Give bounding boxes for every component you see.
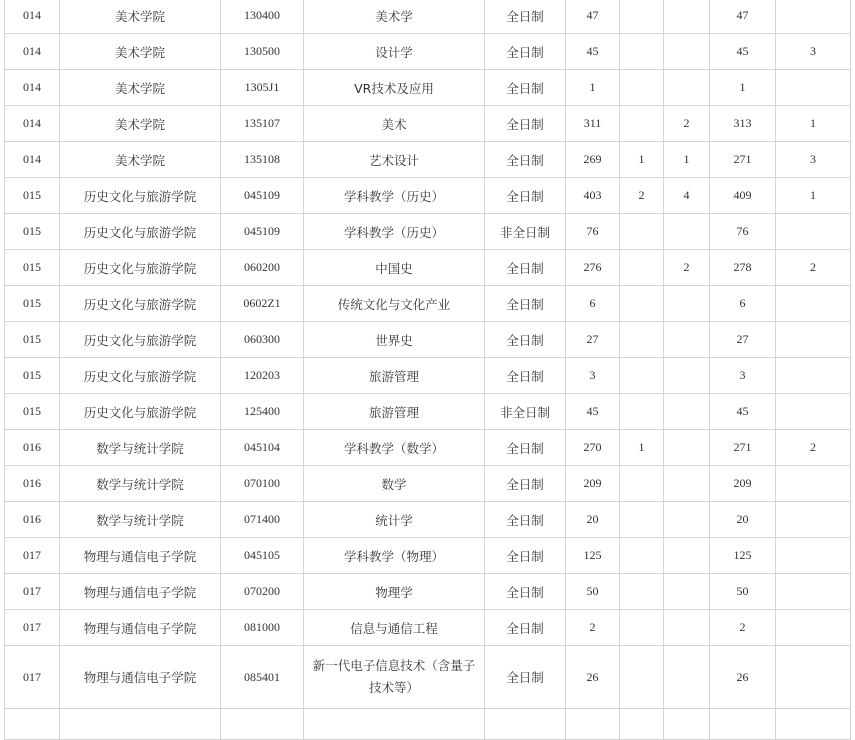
college-name-cell: 美术学院	[60, 106, 221, 142]
count-a-cell: 125	[566, 538, 620, 574]
major-name-cell: 学科教学（物理）	[304, 538, 485, 574]
table-row	[5, 538, 851, 574]
count-c-cell	[664, 574, 710, 610]
major-code-cell: 081000	[221, 610, 304, 646]
major-name-cell: VR技术及应用	[304, 70, 485, 106]
major-name-cell: 数学	[304, 466, 485, 502]
count-c-cell	[664, 502, 710, 538]
table-row	[5, 178, 851, 214]
college-code-cell: 015	[5, 358, 60, 394]
total-cell: 1	[710, 70, 776, 106]
major-code-cell: 120203	[221, 358, 304, 394]
study-mode-cell: 全日制	[485, 502, 566, 538]
table-row	[5, 286, 851, 322]
count-a-cell: 76	[566, 214, 620, 250]
college-name-cell: 历史文化与旅游学院	[60, 214, 221, 250]
count-a-cell: 6	[566, 286, 620, 322]
count-c-cell: 2	[664, 250, 710, 286]
college-name-cell: 历史文化与旅游学院	[60, 358, 221, 394]
count-c-cell	[664, 0, 710, 34]
empty-cell	[5, 709, 60, 740]
count-b-cell	[620, 106, 664, 142]
major-code-cell: 135108	[221, 142, 304, 178]
count-d-cell: 1	[776, 106, 851, 142]
table-row	[5, 574, 851, 610]
count-b-cell	[620, 286, 664, 322]
count-c-cell	[664, 70, 710, 106]
college-code-cell: 014	[5, 70, 60, 106]
college-code-cell: 015	[5, 322, 60, 358]
study-mode-cell: 全日制	[485, 358, 566, 394]
study-mode-cell: 全日制	[485, 610, 566, 646]
count-c-cell	[664, 610, 710, 646]
table-row	[5, 214, 851, 250]
count-b-cell	[620, 574, 664, 610]
count-c-cell: 1	[664, 142, 710, 178]
empty-cell	[776, 709, 851, 740]
major-code-cell: 0602Z1	[221, 286, 304, 322]
count-d-cell	[776, 610, 851, 646]
college-code-cell: 014	[5, 106, 60, 142]
count-d-cell: 2	[776, 430, 851, 466]
study-mode-cell: 全日制	[485, 646, 566, 709]
major-code-cell: 071400	[221, 502, 304, 538]
major-name-cell: 美术学	[304, 0, 485, 34]
major-code-cell: 060200	[221, 250, 304, 286]
count-b-cell: 2	[620, 178, 664, 214]
major-code-cell: 130500	[221, 34, 304, 70]
count-b-cell	[620, 502, 664, 538]
total-cell: 271	[710, 142, 776, 178]
empty-cell	[620, 709, 664, 740]
table-row	[5, 106, 851, 142]
college-name-cell: 美术学院	[60, 70, 221, 106]
count-b-cell	[620, 214, 664, 250]
count-c-cell	[664, 214, 710, 250]
count-b-cell	[620, 34, 664, 70]
study-mode-cell: 全日制	[485, 0, 566, 34]
major-code-cell: 070200	[221, 574, 304, 610]
total-cell: 409	[710, 178, 776, 214]
count-a-cell: 45	[566, 34, 620, 70]
total-cell: 125	[710, 538, 776, 574]
count-c-cell	[664, 286, 710, 322]
table-row	[5, 502, 851, 538]
college-name-cell: 数学与统计学院	[60, 430, 221, 466]
major-code-cell: 045109	[221, 178, 304, 214]
count-d-cell: 3	[776, 142, 851, 178]
count-b-cell: 1	[620, 142, 664, 178]
college-name-cell: 历史文化与旅游学院	[60, 250, 221, 286]
college-code-cell: 015	[5, 286, 60, 322]
major-name-cell: 学科教学（历史）	[304, 214, 485, 250]
major-code-cell: 125400	[221, 394, 304, 430]
college-name-cell: 数学与统计学院	[60, 502, 221, 538]
college-name-cell: 美术学院	[60, 0, 221, 34]
count-a-cell: 209	[566, 466, 620, 502]
major-name-cell: 中国史	[304, 250, 485, 286]
count-b-cell	[620, 538, 664, 574]
count-b-cell	[620, 70, 664, 106]
table-row	[5, 646, 851, 709]
count-d-cell	[776, 646, 851, 709]
major-name-cell: 艺术设计	[304, 142, 485, 178]
count-c-cell	[664, 538, 710, 574]
college-name-cell: 历史文化与旅游学院	[60, 286, 221, 322]
count-d-cell: 2	[776, 250, 851, 286]
count-d-cell: 1	[776, 178, 851, 214]
college-name-cell: 历史文化与旅游学院	[60, 394, 221, 430]
major-code-cell: 045105	[221, 538, 304, 574]
total-cell: 50	[710, 574, 776, 610]
count-d-cell	[776, 0, 851, 34]
total-cell: 76	[710, 214, 776, 250]
total-cell: 313	[710, 106, 776, 142]
count-c-cell	[664, 430, 710, 466]
total-cell: 45	[710, 394, 776, 430]
table-row	[5, 466, 851, 502]
count-c-cell	[664, 394, 710, 430]
major-code-cell: 135107	[221, 106, 304, 142]
count-c-cell: 2	[664, 106, 710, 142]
count-c-cell	[664, 34, 710, 70]
count-b-cell	[620, 394, 664, 430]
total-cell: 271	[710, 430, 776, 466]
count-a-cell: 2	[566, 610, 620, 646]
major-name-cell: 物理学	[304, 574, 485, 610]
count-a-cell: 276	[566, 250, 620, 286]
table-row	[5, 250, 851, 286]
college-code-cell: 014	[5, 142, 60, 178]
count-c-cell	[664, 358, 710, 394]
total-cell: 278	[710, 250, 776, 286]
count-d-cell: 3	[776, 34, 851, 70]
major-name-cell: 美术	[304, 106, 485, 142]
count-d-cell	[776, 502, 851, 538]
total-cell: 2	[710, 610, 776, 646]
count-a-cell: 45	[566, 394, 620, 430]
major-name-cell: 信息与通信工程	[304, 610, 485, 646]
empty-cell	[710, 709, 776, 740]
major-code-cell: 045109	[221, 214, 304, 250]
study-mode-cell: 全日制	[485, 70, 566, 106]
major-name-cell: 统计学	[304, 502, 485, 538]
study-mode-cell: 全日制	[485, 538, 566, 574]
table-row	[5, 70, 851, 106]
count-a-cell: 3	[566, 358, 620, 394]
table-row	[5, 322, 851, 358]
major-code-cell: 060300	[221, 322, 304, 358]
count-b-cell	[620, 466, 664, 502]
major-name-cell: 学科教学（历史）	[304, 178, 485, 214]
major-name-cell: 世界史	[304, 322, 485, 358]
count-d-cell	[776, 322, 851, 358]
college-code-cell: 015	[5, 178, 60, 214]
count-a-cell: 20	[566, 502, 620, 538]
table-row	[5, 610, 851, 646]
count-b-cell	[620, 610, 664, 646]
count-a-cell: 27	[566, 322, 620, 358]
count-d-cell	[776, 214, 851, 250]
table-row	[5, 430, 851, 466]
major-name-cell: 旅游管理	[304, 394, 485, 430]
total-cell: 6	[710, 286, 776, 322]
study-mode-cell: 全日制	[485, 286, 566, 322]
count-a-cell: 311	[566, 106, 620, 142]
college-name-cell: 物理与通信电子学院	[60, 610, 221, 646]
total-cell: 47	[710, 0, 776, 34]
major-name-cell: 旅游管理	[304, 358, 485, 394]
college-name-cell: 物理与通信电子学院	[60, 574, 221, 610]
total-cell: 26	[710, 646, 776, 709]
count-a-cell: 26	[566, 646, 620, 709]
study-mode-cell: 全日制	[485, 106, 566, 142]
count-d-cell	[776, 394, 851, 430]
total-cell: 209	[710, 466, 776, 502]
total-cell: 20	[710, 502, 776, 538]
college-code-cell: 014	[5, 34, 60, 70]
table-row-partial	[5, 709, 851, 740]
college-name-cell: 历史文化与旅游学院	[60, 178, 221, 214]
study-mode-cell: 全日制	[485, 574, 566, 610]
table-body	[5, 0, 851, 740]
college-code-cell: 016	[5, 502, 60, 538]
count-b-cell	[620, 0, 664, 34]
count-a-cell: 1	[566, 70, 620, 106]
count-c-cell	[664, 646, 710, 709]
count-b-cell: 1	[620, 430, 664, 466]
table-row	[5, 394, 851, 430]
count-d-cell	[776, 538, 851, 574]
major-name-cell: 设计学	[304, 34, 485, 70]
table-row	[5, 358, 851, 394]
table-row	[5, 34, 851, 70]
college-name-cell: 历史文化与旅游学院	[60, 322, 221, 358]
count-c-cell	[664, 466, 710, 502]
count-c-cell	[664, 322, 710, 358]
empty-cell	[664, 709, 710, 740]
count-d-cell	[776, 466, 851, 502]
major-name-cell: 学科教学（数学）	[304, 430, 485, 466]
enrollment-table	[4, 0, 851, 740]
empty-cell	[221, 709, 304, 740]
count-b-cell	[620, 358, 664, 394]
college-code-cell: 015	[5, 394, 60, 430]
empty-cell	[566, 709, 620, 740]
total-cell: 27	[710, 322, 776, 358]
count-d-cell	[776, 358, 851, 394]
total-cell: 3	[710, 358, 776, 394]
college-code-cell: 015	[5, 214, 60, 250]
study-mode-cell: 全日制	[485, 34, 566, 70]
college-code-cell: 016	[5, 430, 60, 466]
college-name-cell: 物理与通信电子学院	[60, 646, 221, 709]
count-b-cell	[620, 646, 664, 709]
major-code-cell: 130400	[221, 0, 304, 34]
major-name-cell: 新一代电子信息技术（含量子技术等）	[304, 646, 485, 709]
study-mode-cell: 全日制	[485, 466, 566, 502]
college-code-cell: 017	[5, 646, 60, 709]
college-code-cell: 017	[5, 538, 60, 574]
study-mode-cell: 全日制	[485, 178, 566, 214]
college-code-cell: 017	[5, 574, 60, 610]
count-d-cell	[776, 286, 851, 322]
major-code-cell: 070100	[221, 466, 304, 502]
total-cell: 45	[710, 34, 776, 70]
table-row	[5, 142, 851, 178]
study-mode-cell: 非全日制	[485, 214, 566, 250]
count-a-cell: 403	[566, 178, 620, 214]
study-mode-cell: 全日制	[485, 322, 566, 358]
college-code-cell: 016	[5, 466, 60, 502]
college-name-cell: 数学与统计学院	[60, 466, 221, 502]
college-code-cell: 014	[5, 0, 60, 34]
empty-cell	[485, 709, 566, 740]
study-mode-cell: 全日制	[485, 250, 566, 286]
count-a-cell: 269	[566, 142, 620, 178]
count-b-cell	[620, 250, 664, 286]
college-code-cell: 015	[5, 250, 60, 286]
college-name-cell: 美术学院	[60, 34, 221, 70]
count-d-cell	[776, 70, 851, 106]
count-a-cell: 50	[566, 574, 620, 610]
major-code-cell: 045104	[221, 430, 304, 466]
empty-cell	[304, 709, 485, 740]
study-mode-cell: 全日制	[485, 142, 566, 178]
major-code-cell: 085401	[221, 646, 304, 709]
count-c-cell: 4	[664, 178, 710, 214]
study-mode-cell: 全日制	[485, 430, 566, 466]
college-name-cell: 美术学院	[60, 142, 221, 178]
college-code-cell: 017	[5, 610, 60, 646]
count-d-cell	[776, 574, 851, 610]
count-a-cell: 270	[566, 430, 620, 466]
empty-cell	[60, 709, 221, 740]
major-name-cell: 传统文化与文化产业	[304, 286, 485, 322]
major-code-cell: 1305J1	[221, 70, 304, 106]
study-mode-cell: 非全日制	[485, 394, 566, 430]
count-b-cell	[620, 322, 664, 358]
college-name-cell: 物理与通信电子学院	[60, 538, 221, 574]
count-a-cell: 47	[566, 0, 620, 34]
table-row	[5, 0, 851, 34]
